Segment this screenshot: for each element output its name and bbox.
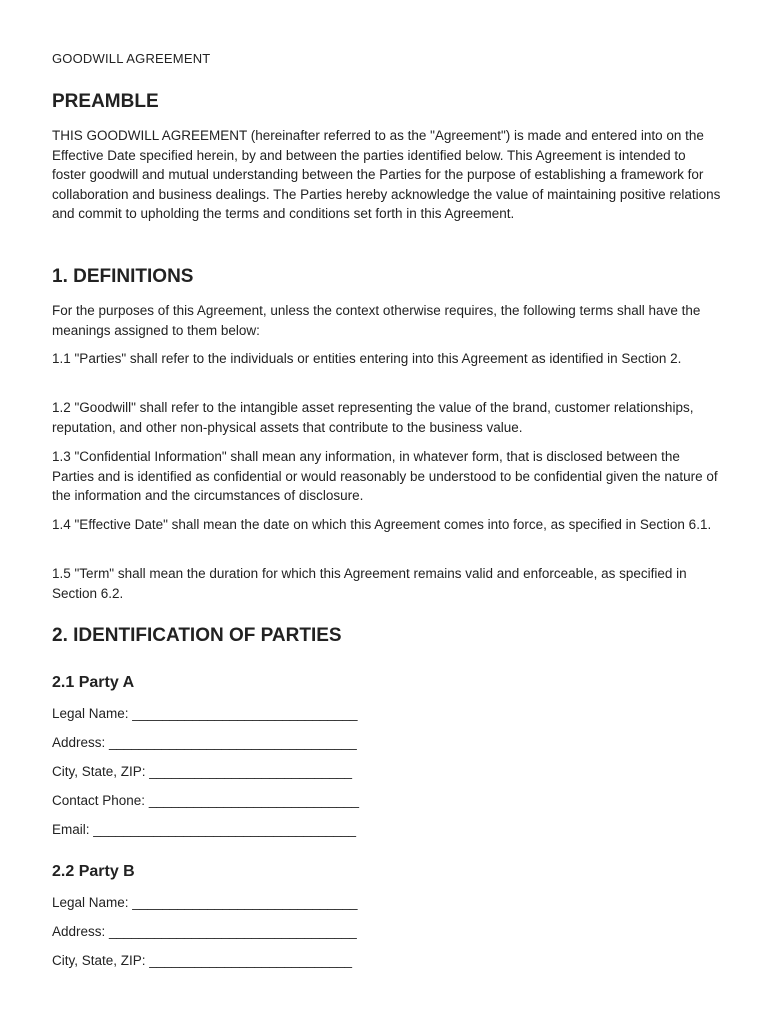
party-b-heading: 2.2 Party B [52,863,135,880]
party-b-city-field: City, State, ZIP: ___________________________ [52,953,352,968]
party-b-address-field: Address: _________________________________ [52,924,357,939]
definition-item-effective-date: 1.4 "Effective Date" shall mean the date on which this Agreement comes into force, as specified in Section 6.1. [52,517,712,532]
preamble-heading: PREAMBLE [52,91,159,112]
party-a-phone-field: Contact Phone: ____________________________ [52,793,360,808]
definition-item-confidential-information: 1.3 "Confidential Information" shall mean any information, in whatever form, that is disclosed between the Parties and is identified as confidential or would reasonably be understood to be confidential given the nature of the information and the circumstances of disclosure. [52,449,718,504]
definition-item-goodwill: 1.2 "Goodwill" shall refer to the intangible asset representing the value of the brand, customer relationships, reputation, and other non-physical assets that contribute to the business value. [52,400,694,435]
parties-heading: 2. IDENTIFICATION OF PARTIES [52,625,342,646]
definitions-intro: For the purposes of this Agreement, unless the context otherwise requires, the following terms shall have the meanings assigned to them below: [52,303,701,338]
party-b-legal-name-field: Legal Name: ______________________________ [52,895,358,910]
definition-item-term: 1.5 "Term" shall mean the duration for which this Agreement remains valid and enforceable, as specified in Section 6.2. [52,566,687,601]
definition-item-parties: 1.1 "Parties" shall refer to the individuals or entities entering into this Agreement as identified in Section 2. [52,351,682,366]
document-title: GOODWILL AGREEMENT [52,51,211,66]
party-a-address-field: Address: _________________________________ [52,735,357,750]
preamble-text: THIS GOODWILL AGREEMENT (hereinafter referred to as the "Agreement") is made and entered into on the Effective Date specified herein, by and between the parties identified below. This Agreement is intended to foster goodwill and mutual understanding between the Parties for the purpose of establishing a framework for collaboration and business dealings. The Parties hereby acknowledge the value of maintaining positive relations and commit to upholding the terms and conditions set forth in this Agreement. [52,128,721,222]
party-a-heading: 2.1 Party A [52,674,135,691]
party-a-city-field: City, State, ZIP: ___________________________ [52,764,352,779]
party-a-email-field: Email: ___________________________________ [52,822,357,837]
party-a-legal-name-field: Legal Name: ______________________________ [52,706,358,721]
definitions-heading: 1. DEFINITIONS [52,266,194,287]
